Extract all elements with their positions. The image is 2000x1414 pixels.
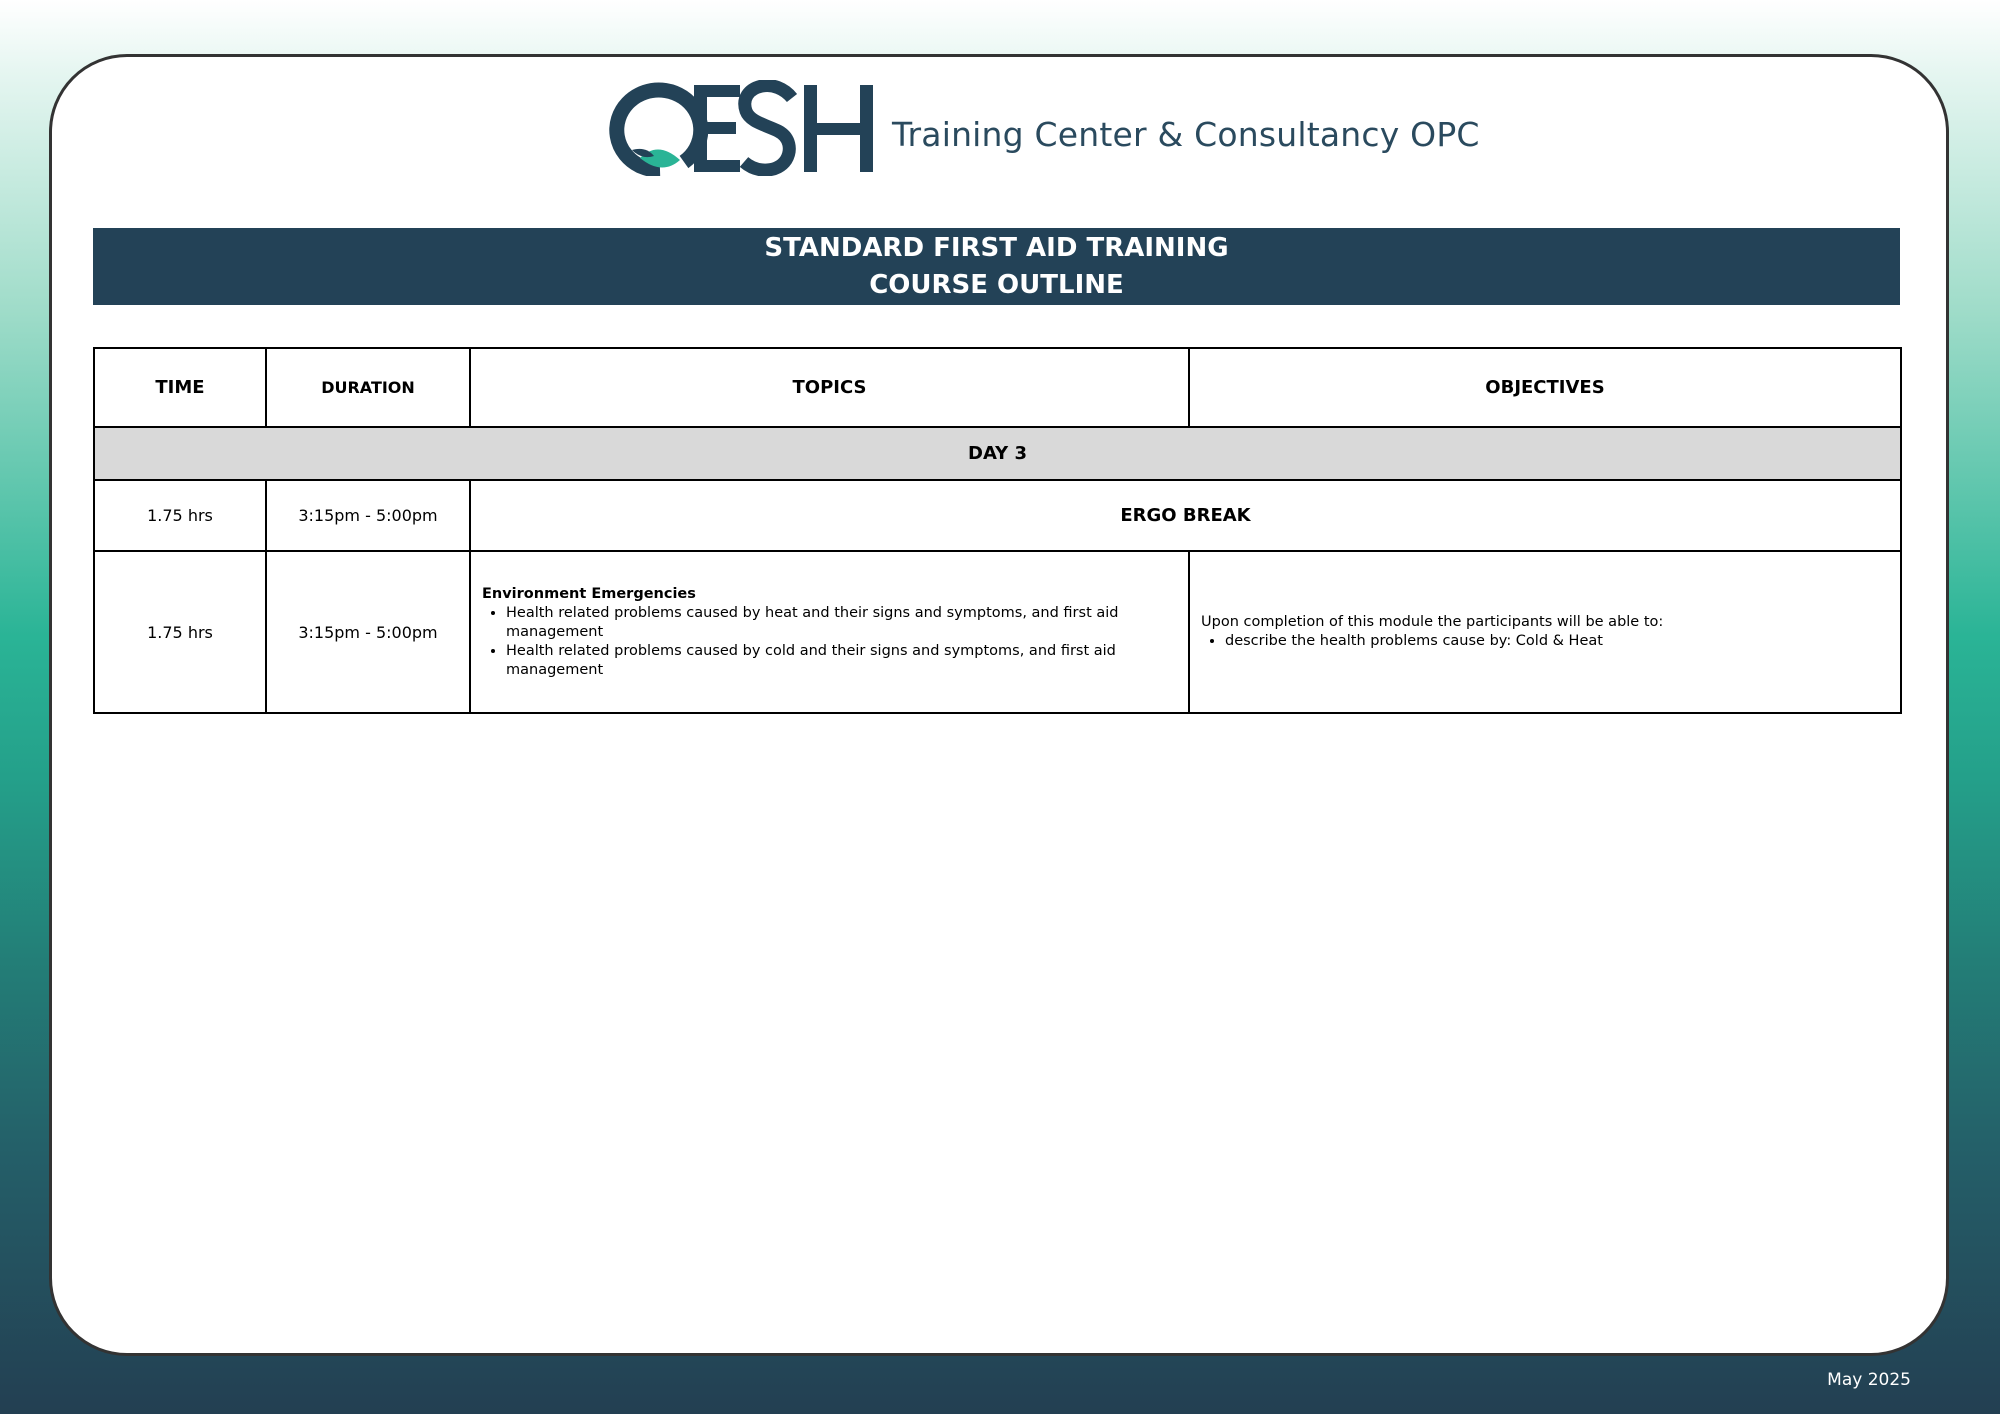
document-title-line-1: STANDARD FIRST AID TRAINING <box>764 233 1229 263</box>
footer-date: May 2025 <box>1827 1370 1911 1390</box>
header-time: TIME <box>94 348 266 427</box>
topic-list <box>482 604 1180 680</box>
list-item: • Health related problems caused by cold and their signs and symptoms, and first aid management <box>506 642 1180 680</box>
list-item: • Health related problems caused by heat and their signs and symptoms, and first aid management <box>506 604 1180 642</box>
day-row <box>94 427 1901 480</box>
cell-duration: 3:15pm - 5:00pm <box>266 551 470 713</box>
course-outline-table <box>93 347 1902 714</box>
list-item: • describe the health problems cause by: Cold & Heat <box>1225 632 1892 651</box>
document-title-banner <box>93 228 1900 305</box>
document-title-line-2: COURSE OUTLINE <box>869 270 1124 300</box>
objective-list <box>1201 632 1892 651</box>
table-row <box>94 551 1901 713</box>
table-row <box>94 480 1901 551</box>
header-objectives: OBJECTIVES <box>1189 348 1901 427</box>
cell-objectives <box>1189 551 1901 713</box>
company-logo <box>588 80 1480 176</box>
topic-heading: Environment Emergencies <box>482 585 696 602</box>
qesh-logo-mark-icon <box>588 80 878 176</box>
cell-time: 1.75 hrs <box>94 480 266 551</box>
cell-duration: 3:15pm - 5:00pm <box>266 480 470 551</box>
day-label: DAY 3 <box>94 427 1901 480</box>
cell-break-label: ERGO BREAK <box>470 480 1901 551</box>
header-duration: DURATION <box>266 348 470 427</box>
company-tagline: Training Center & Consultancy OPC <box>892 115 1480 154</box>
cell-topics <box>470 551 1189 713</box>
table-header-row <box>94 348 1901 427</box>
header-topics: TOPICS <box>470 348 1189 427</box>
objective-intro: Upon completion of this module the participants will be able to: <box>1201 614 1664 630</box>
cell-time: 1.75 hrs <box>94 551 266 713</box>
